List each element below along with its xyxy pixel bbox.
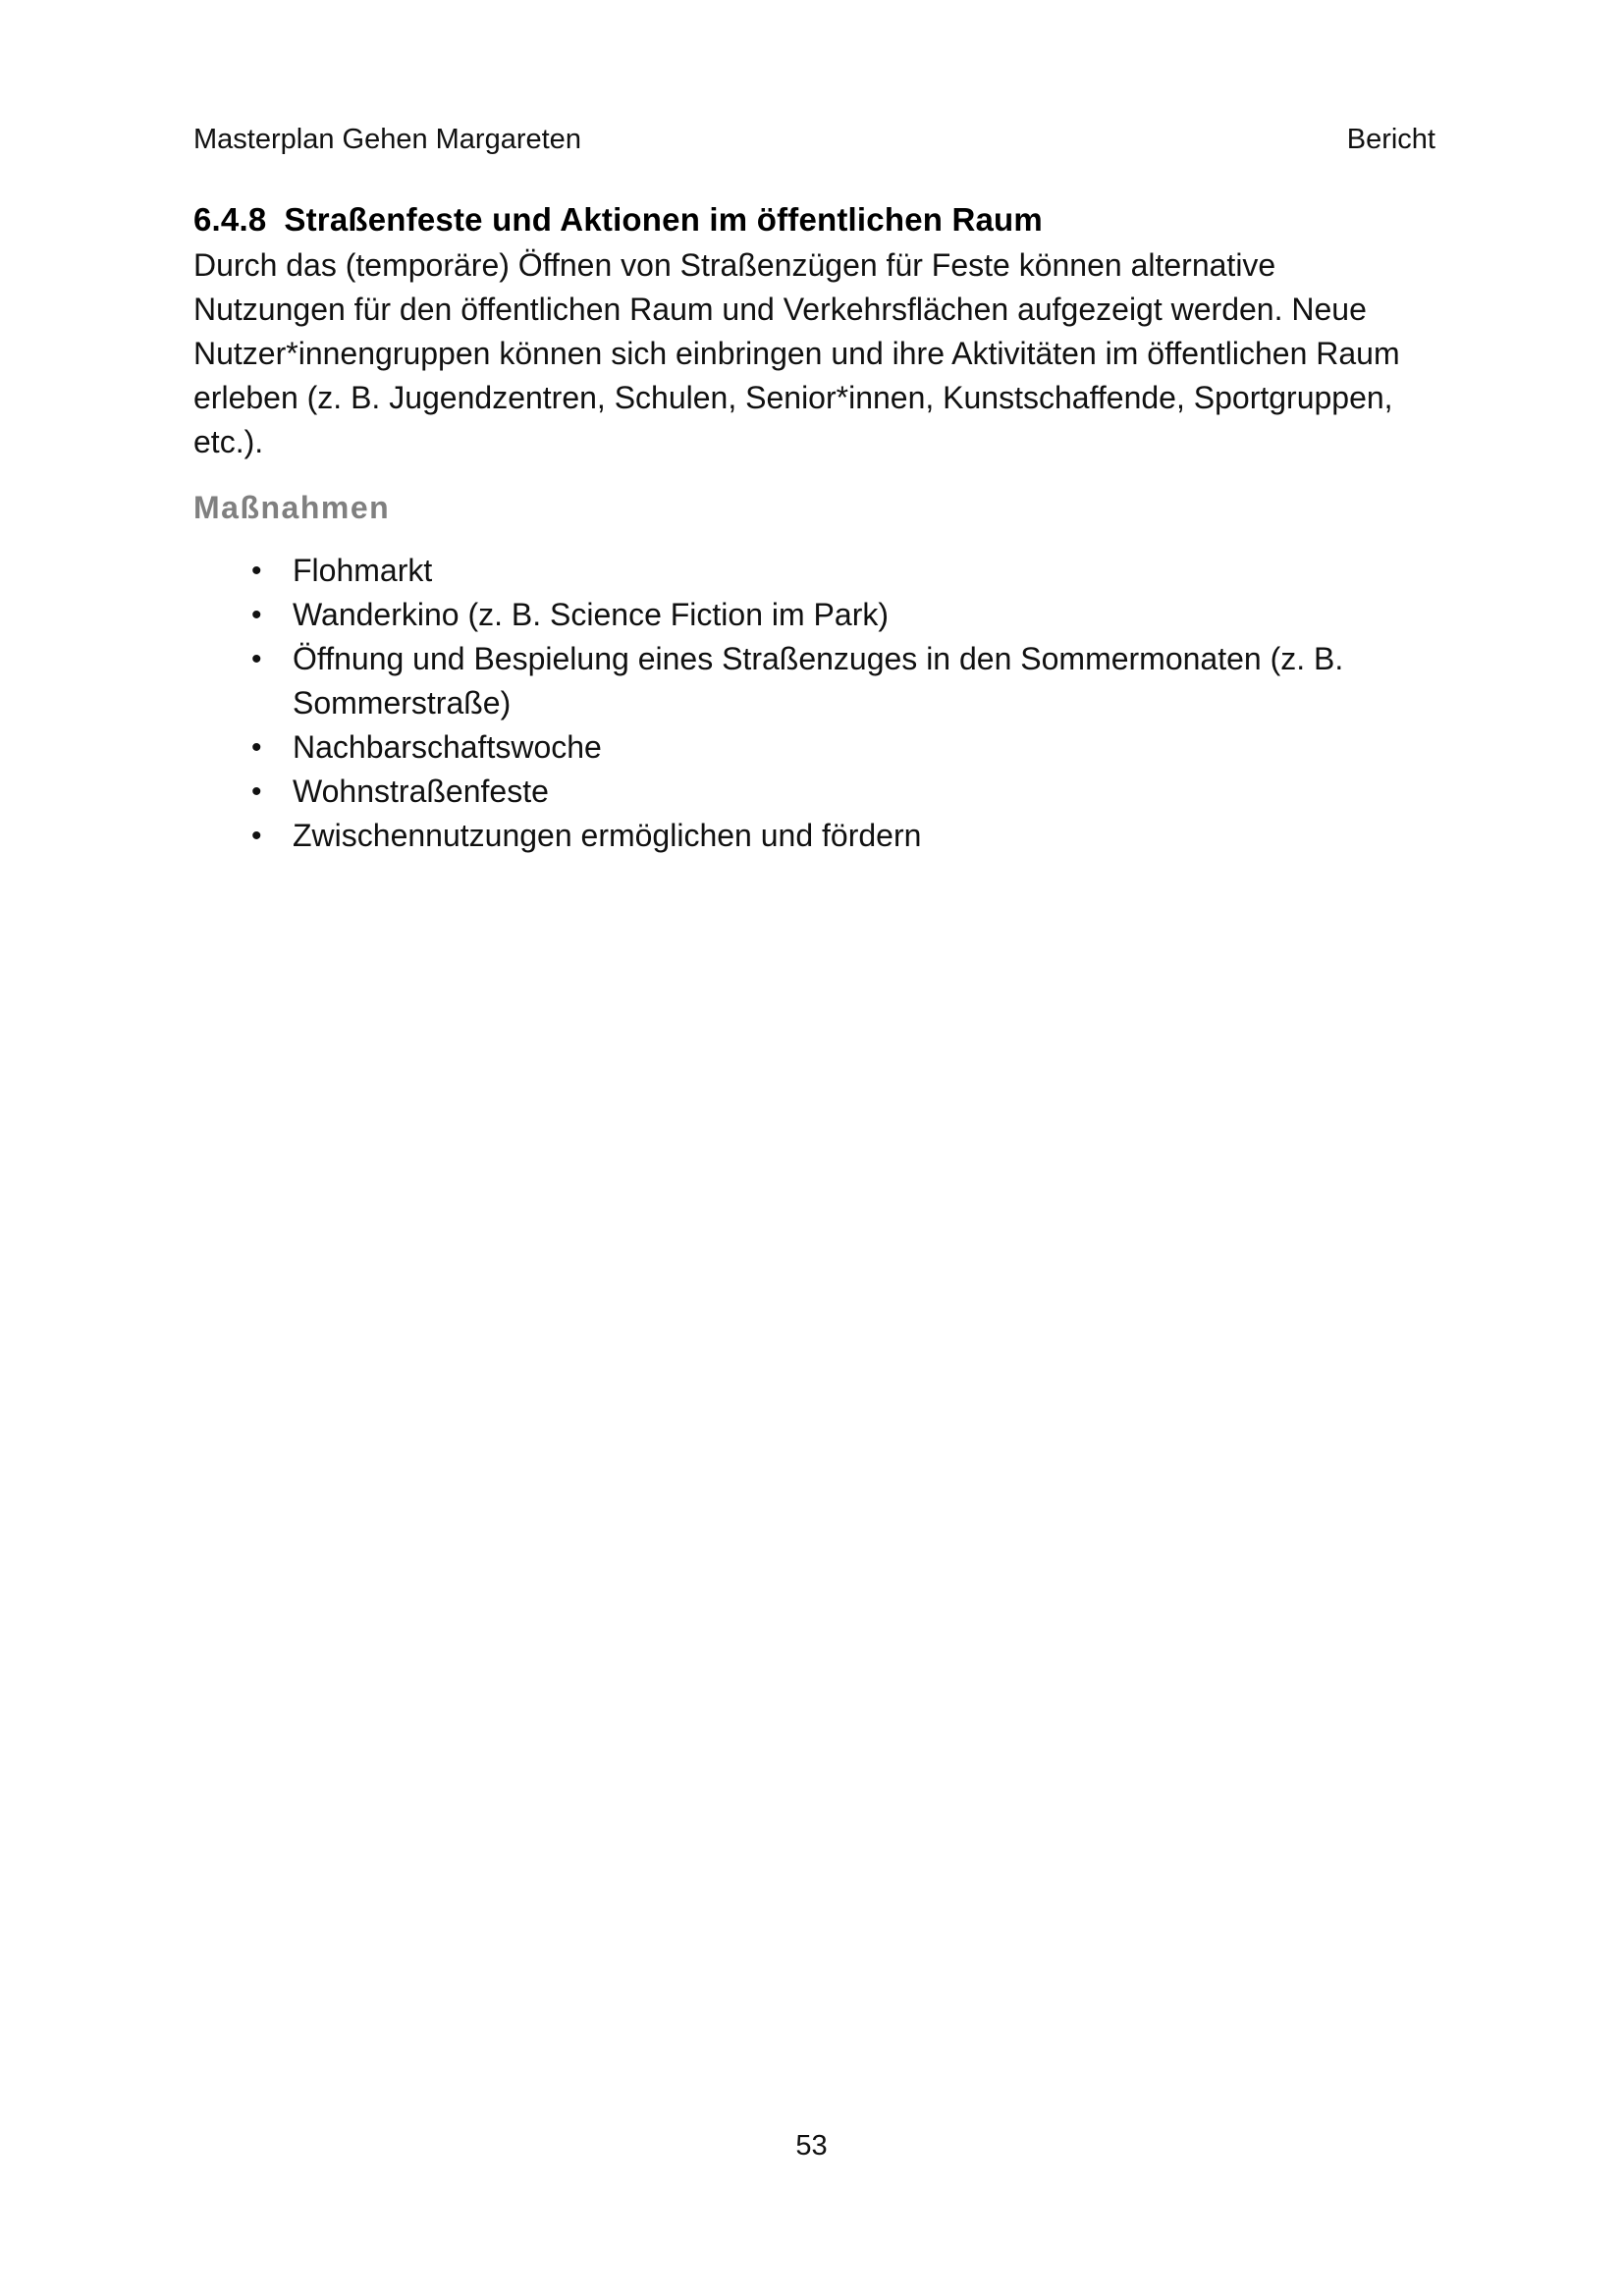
- measures-list: [193, 549, 1435, 858]
- bullet-icon: •: [251, 775, 262, 808]
- document-title: Masterplan Gehen Margareten: [193, 123, 581, 155]
- list-item-text: Wohnstraßenfeste: [293, 774, 549, 809]
- measures-heading: Maßnahmen: [193, 490, 391, 525]
- page-number: 53: [795, 2130, 828, 2162]
- section-paragraph: Durch das (temporäre) Öffnen von Straßenzügen für Feste können alternative Nutzungen für den öffentlichen Raum und Verkehrsflächen aufgezeigt werden. Neue Nutzer*innengruppen können sich einbringen und ihre Aktivitäten im öffentlichen Raum erleben (z. B. Jugendzentren, Schulen, Senior*innen, Kunstschaffende, Sportgruppen, etc.).: [193, 247, 1400, 459]
- list-item-text: Nachbarschaftswoche: [293, 729, 602, 765]
- list-item: [193, 725, 1435, 770]
- list-item-text: Öffnung und Bespielung eines Straßenzuges in den Sommermonaten (z. B. Sommerstraße): [293, 641, 1344, 721]
- bullet-icon: •: [251, 820, 262, 852]
- document-type-label: Bericht: [1346, 123, 1435, 155]
- page-header: [193, 120, 1435, 159]
- list-item: [193, 637, 1435, 725]
- section-heading: [193, 196, 1435, 243]
- list-item: [193, 549, 1435, 593]
- list-item: [193, 814, 1435, 858]
- bullet-icon: •: [251, 555, 262, 587]
- bullet-icon: •: [251, 643, 262, 675]
- list-item-text: Wanderkino (z. B. Science Fiction im Park): [293, 597, 889, 632]
- section-title: Straßenfeste und Aktionen im öffentlichen Raum: [284, 201, 1043, 238]
- list-item-text: Zwischennutzungen ermöglichen und fördern: [293, 818, 922, 853]
- list-item: [193, 593, 1435, 637]
- bullet-icon: •: [251, 599, 262, 631]
- list-item: [193, 770, 1435, 814]
- section-number: 6.4.8: [193, 201, 267, 238]
- page-content: [193, 196, 1435, 858]
- list-item-text: Flohmarkt: [293, 553, 433, 588]
- bullet-icon: •: [251, 731, 262, 764]
